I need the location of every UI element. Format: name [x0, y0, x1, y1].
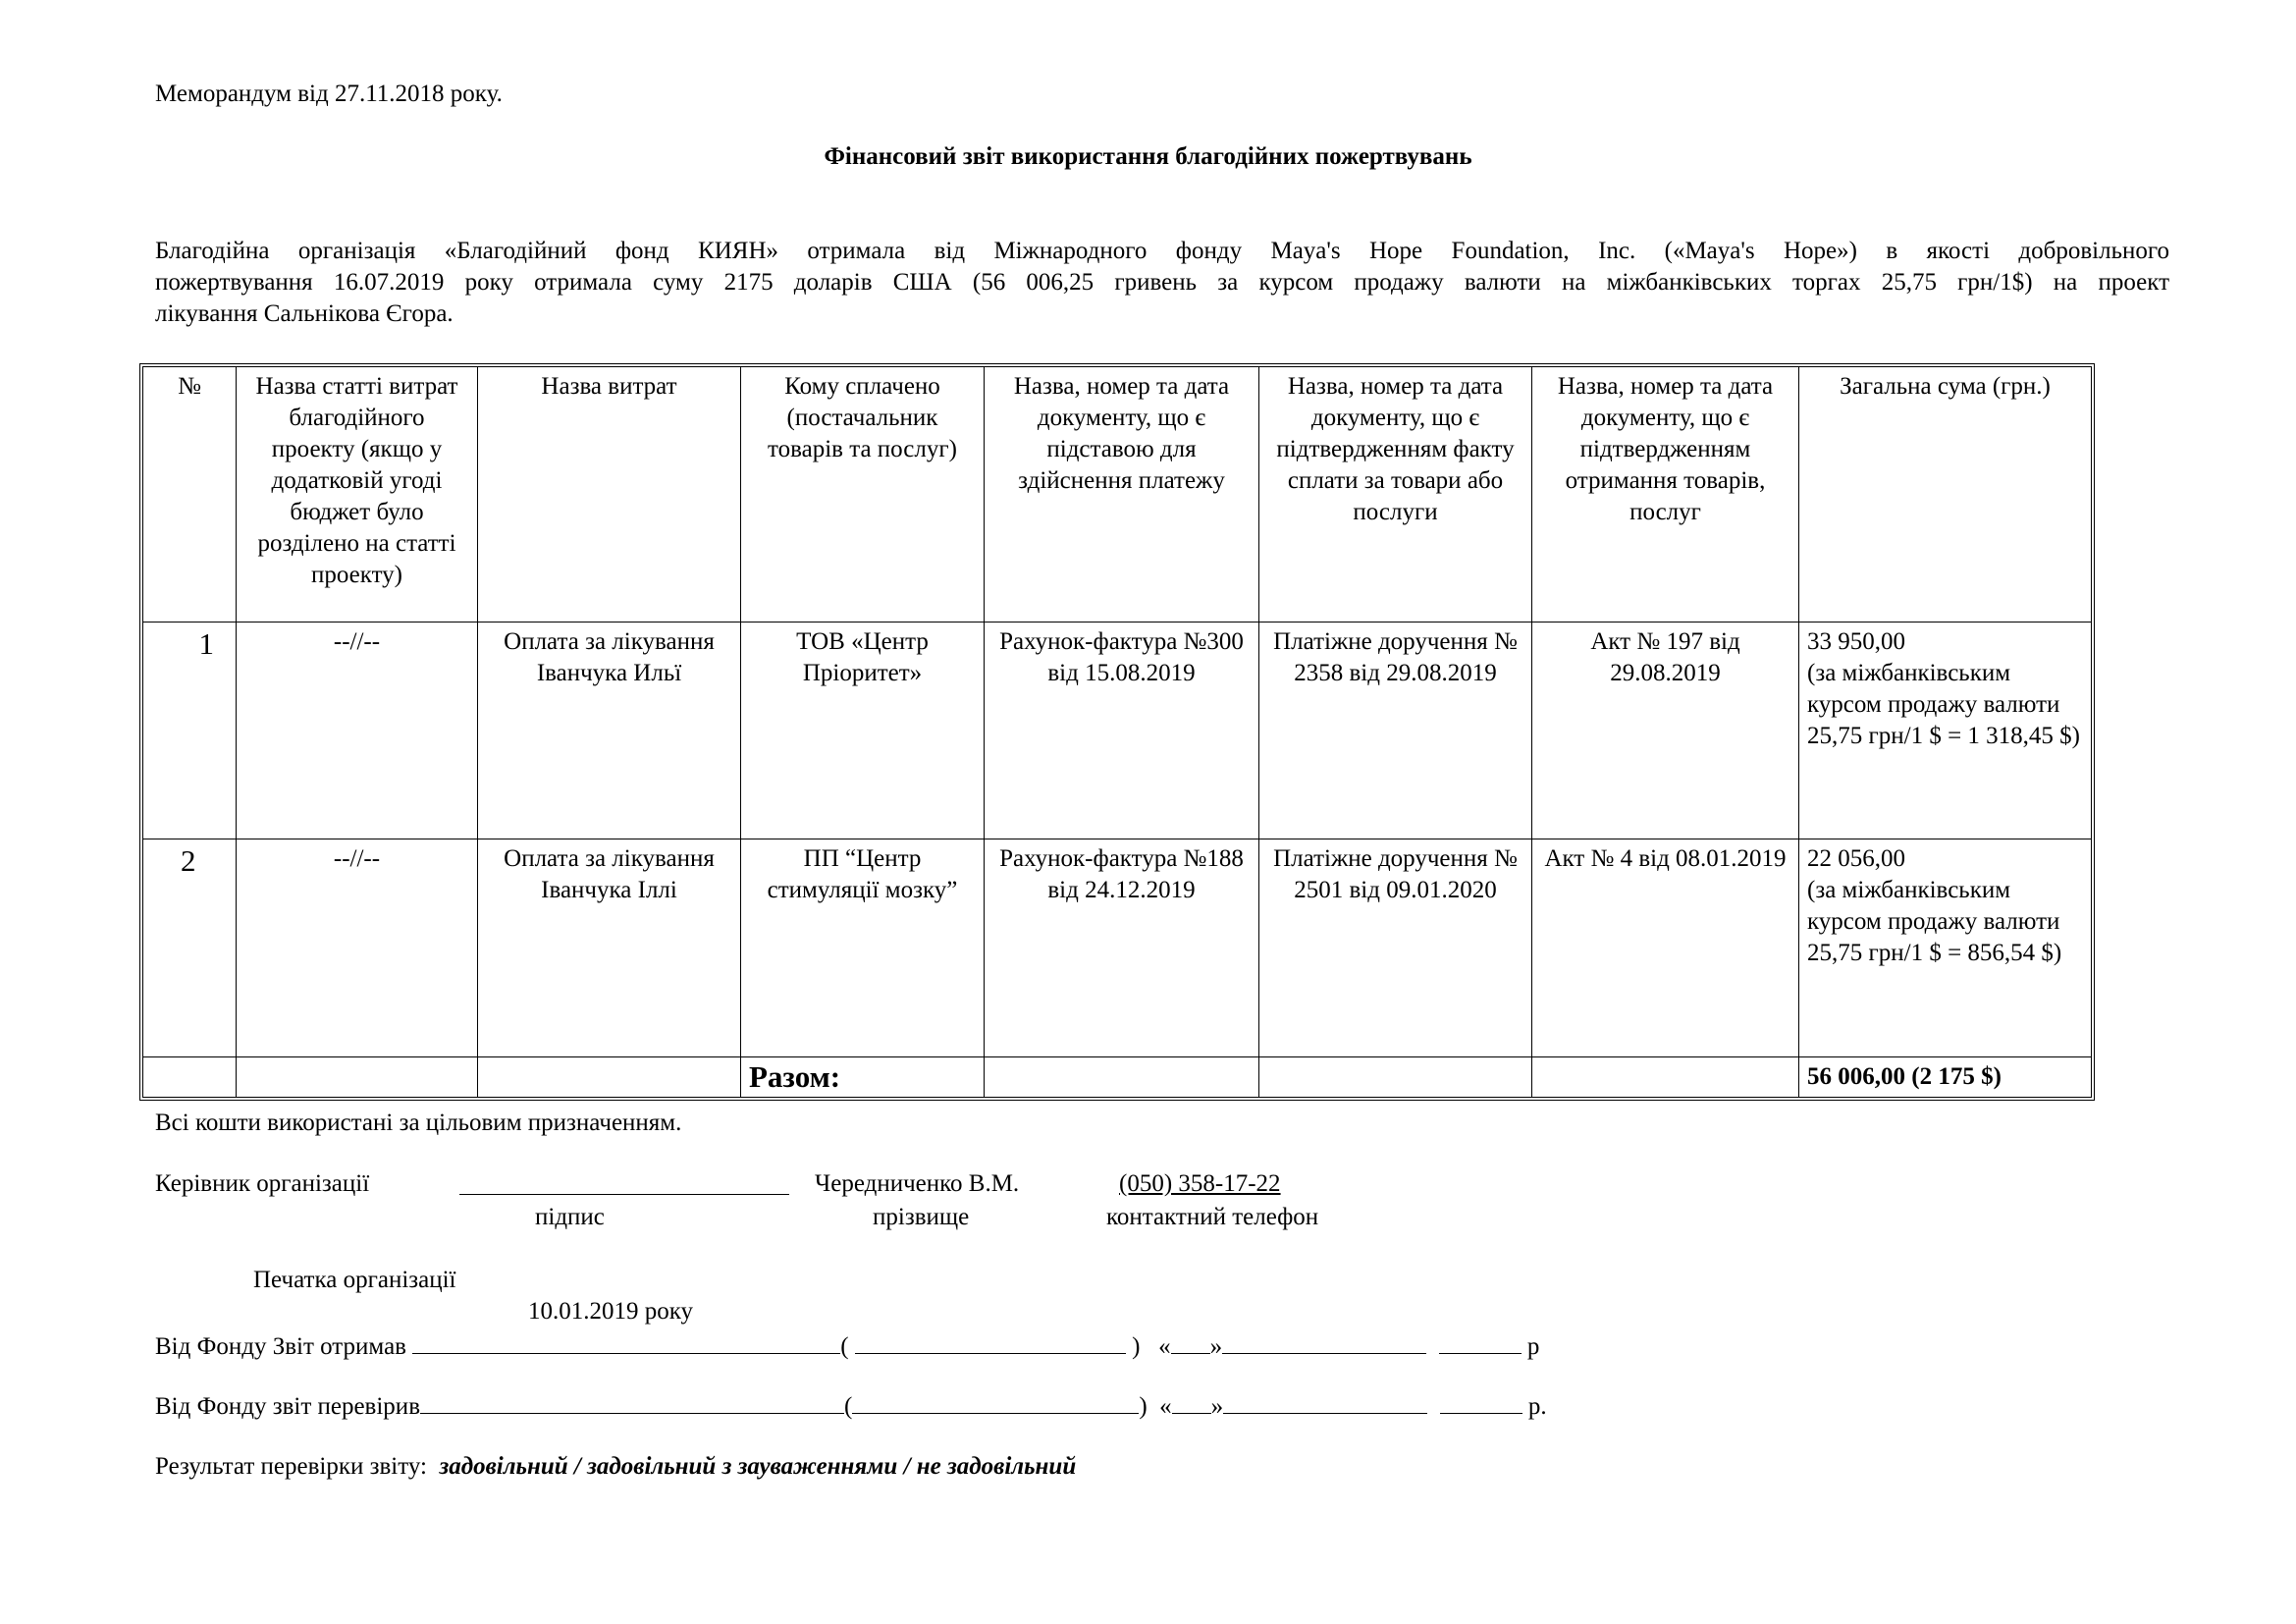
close-quote: » — [1209, 1333, 1223, 1360]
result-value: задовільний / задовільний з зауваженнями / не задовільний — [439, 1453, 1077, 1480]
expense-table — [139, 363, 2095, 1101]
row-payment-doc: Платіжне доручення № 2501 від 09.01.2020 — [1259, 839, 1532, 1056]
memo-date: Меморандум від 27.11.2018 року. — [155, 81, 503, 107]
checked-day-line[interactable] — [1172, 1389, 1211, 1414]
received-name-line[interactable] — [412, 1329, 840, 1354]
received-label: Від Фонду Звіт отримав — [155, 1333, 406, 1360]
intro-paragraph — [155, 236, 2169, 330]
row-basis-doc: Рахунок-фактура №188 від 24.12.2019 — [985, 839, 1259, 1056]
received-sign-line[interactable] — [855, 1329, 1126, 1354]
close-paren: ) — [1139, 1393, 1148, 1420]
row-num: 1 — [143, 623, 237, 839]
row-num: 2 — [143, 839, 237, 1056]
stamp-label: Печатка організації — [253, 1267, 456, 1293]
open-quote: « — [1158, 1333, 1171, 1360]
intro-line-1: Благодійна організація «Благодійний фонд КИЯН» отримала від Міжнародного фонду Maya's Hope Foundation, Inc. («Maya's Hope») в якості добровільного — [155, 238, 2169, 264]
header-article: Назва статті витрат благодійного проекту (якщо у додатковій угоді бюджет було розділено на статті проекту) — [237, 367, 478, 623]
checked-year-line[interactable] — [1440, 1389, 1522, 1414]
received-month-line[interactable] — [1222, 1329, 1426, 1354]
checked-month-line[interactable] — [1223, 1389, 1427, 1414]
close-paren: ) — [1132, 1333, 1141, 1360]
empty-cell — [143, 1057, 237, 1097]
usage-note: Всі кошти використані за цільовим призначенням. — [155, 1110, 682, 1136]
checked-row — [155, 1389, 1547, 1423]
row-expense: Оплата за лікування Іванчука Іллі — [478, 839, 741, 1056]
empty-cell — [1259, 1057, 1532, 1097]
open-quote: « — [1159, 1393, 1172, 1420]
header-payment-doc: Назва, номер та дата документу, що є підтвердженням факту сплати за товари або послуги — [1259, 367, 1532, 623]
row-expense: Оплата за лікування Іванчука Ильї — [478, 623, 741, 839]
header-payee: Кому сплачено (постачальник товарів та послуг) — [741, 367, 985, 623]
intro-line-2: пожертвування 16.07.2019 року отримала суму 2175 доларів США (56 006,25 гривень за курсом продажу валюти на міжбанківських торгах 25,75 грн/1$) на проект — [155, 269, 2169, 296]
received-suffix: р — [1526, 1333, 1540, 1360]
received-year-line[interactable] — [1439, 1329, 1522, 1354]
table-header-row — [143, 367, 2091, 623]
header-total: Загальна сума (грн.) — [1799, 367, 2091, 623]
head-label: Керівник організації — [155, 1170, 370, 1197]
header-basis-doc: Назва, номер та дата документу, що є підставою для здійснення платежу — [985, 367, 1259, 623]
header-num: № — [143, 367, 237, 623]
row-receipt-doc: Акт № 197 від 29.08.2019 — [1532, 623, 1799, 839]
received-row — [155, 1329, 1539, 1363]
row-amount-cell — [1799, 623, 2091, 839]
header-expense: Назва витрат — [478, 367, 741, 623]
report-title: Фінансовий звіт використання благодійних пожертвувань — [824, 143, 1472, 170]
head-phone: (050) 358-17-22 — [1119, 1170, 1281, 1197]
close-quote: » — [1210, 1393, 1224, 1420]
result-row — [155, 1451, 1076, 1483]
row-basis-doc: Рахунок-фактура №300 від 15.08.2019 — [985, 623, 1259, 839]
empty-cell — [478, 1057, 741, 1097]
row-payee: ТОВ «Центр Пріоритет» — [741, 623, 985, 839]
row-amount-note: (за міжбанківським курсом продажу валюти 25,75 грн/1 $ = 856,54 $) — [1807, 877, 2062, 967]
report-date: 10.01.2019 року — [528, 1298, 694, 1325]
checked-label: Від Фонду звіт перевірив — [155, 1393, 420, 1420]
total-label: Разом: — [741, 1057, 985, 1097]
caption-sign: підпис — [535, 1204, 605, 1230]
head-surname: Чередниченко В.М. — [815, 1170, 1020, 1197]
row-article: --//-- — [237, 839, 478, 1056]
received-day-line[interactable] — [1171, 1329, 1210, 1354]
total-value: 56 006,00 (2 175 $) — [1807, 1062, 2002, 1090]
caption-phone: контактний телефон — [1106, 1204, 1319, 1230]
signature-line — [459, 1168, 789, 1195]
table-row — [143, 839, 2091, 1056]
checked-sign-line[interactable] — [852, 1389, 1139, 1414]
row-payment-doc: Платіжне доручення № 2358 від 29.08.2019 — [1259, 623, 1532, 839]
intro-line-3: лікування Сальнікова Єгора. — [155, 300, 454, 327]
open-paren: ( — [840, 1333, 849, 1360]
row-payee: ПП “Центр стимуляції мозку” — [741, 839, 985, 1056]
row-amount-note: (за міжбанківським курсом продажу валюти 25,75 грн/1 $ = 1 318,45 $) — [1807, 659, 2081, 749]
row-amount: 22 056,00 — [1807, 845, 1905, 873]
table-total-row — [143, 1057, 2091, 1097]
empty-cell — [237, 1057, 478, 1097]
row-article: --//-- — [237, 623, 478, 839]
empty-cell — [1532, 1057, 1799, 1097]
header-receipt-doc: Назва, номер та дата документу, що є підтвердженням отримання товарів, послуг — [1532, 367, 1799, 623]
table-row — [143, 623, 2091, 839]
open-paren: ( — [844, 1393, 853, 1420]
caption-surname: прізвище — [873, 1204, 970, 1230]
checked-suffix: р. — [1527, 1393, 1547, 1420]
row-amount: 33 950,00 — [1807, 627, 1905, 655]
row-amount-cell — [1799, 839, 2091, 1056]
checked-name-line[interactable] — [420, 1389, 844, 1414]
row-receipt-doc: Акт № 4 від 08.01.2019 — [1532, 839, 1799, 1056]
result-label: Результат перевірки звіту: — [155, 1453, 427, 1480]
empty-cell — [985, 1057, 1259, 1097]
